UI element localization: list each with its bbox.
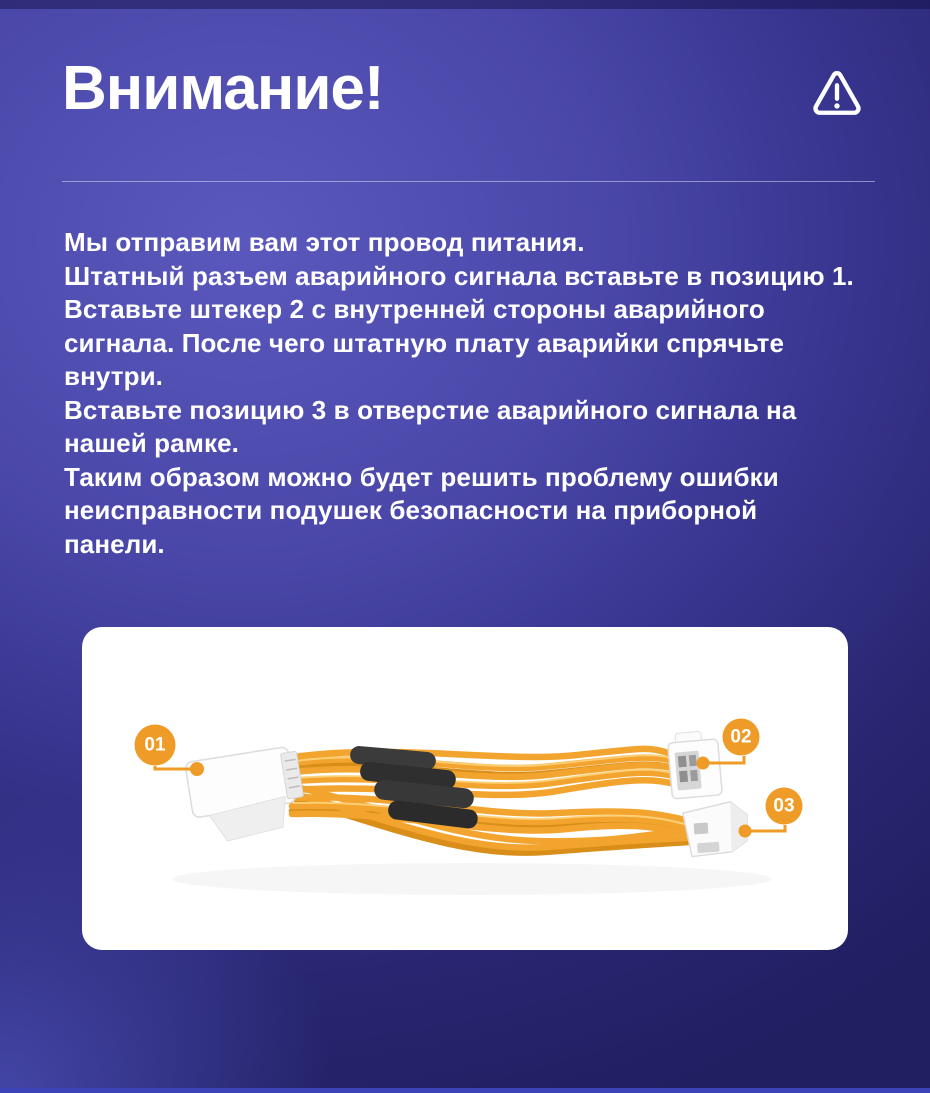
instruction-line: Штатный разъем аварийного сигнала вставьте в позицию 1. — [64, 260, 854, 291]
badge-03-label: 03 — [773, 795, 795, 817]
page-title: Внимание! — [62, 54, 384, 123]
instruction-line: Вставьте позицию 3 в отверстие аварийного сигнала на — [64, 394, 797, 425]
connector-1-plug — [185, 745, 309, 845]
badge-01-label: 01 — [144, 734, 166, 756]
instruction-line: Таким образом можно будет решить проблему ошибки — [64, 461, 779, 492]
badge-02-label: 02 — [730, 726, 752, 748]
instruction-line: нашей рамке. — [64, 428, 239, 458]
instruction-line: Вставьте штекер 2 с внутренней стороны аварийного — [64, 294, 765, 324]
instruction-line: внутри. — [64, 361, 163, 391]
top-edge-strip — [0, 0, 930, 9]
product-photo-card — [82, 627, 848, 950]
label-badge-01 — [135, 725, 176, 766]
instruction-line: неисправности подушек безопасности на приборной — [64, 495, 758, 525]
label-badge-03 — [766, 788, 803, 825]
instruction-line: панели. — [64, 528, 165, 559]
instruction-line: Мы отправим вам этот провод питания. — [64, 227, 585, 257]
label-badge-02 — [723, 719, 760, 756]
divider — [62, 181, 875, 182]
photo-shadow — [172, 863, 772, 895]
instruction-text — [64, 226, 894, 561]
warning-triangle-icon — [810, 66, 864, 118]
instruction-line: сигнала. После чего штатную плату аварийки спрячьте — [64, 327, 785, 358]
bottom-accent-bar — [0, 1088, 930, 1093]
wiring-harness-photo — [82, 627, 848, 950]
